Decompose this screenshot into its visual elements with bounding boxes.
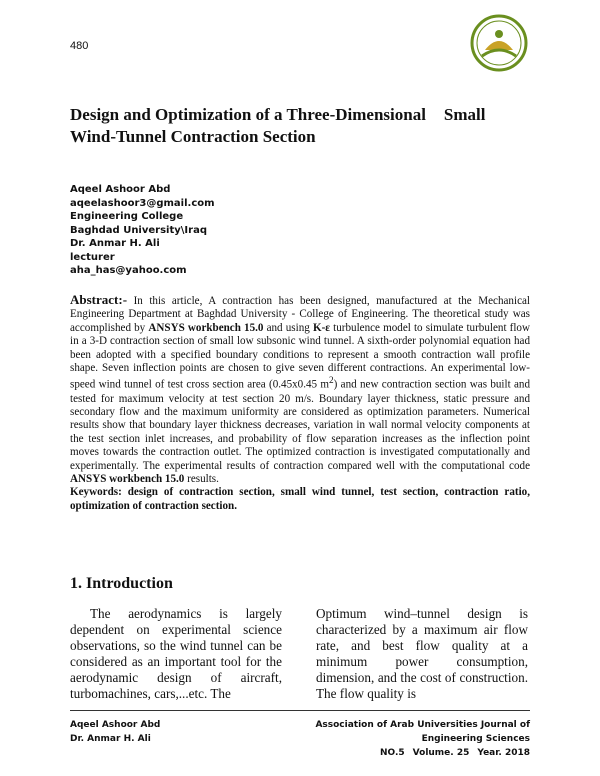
intro-right-column: Optimum wind–tunnel design is characterized by a maximum air flow rate, and best flow quality at a minimum power consumption, dimension, and the cost of construction. The flow quality is	[316, 606, 528, 701]
title-line2: Wind-Tunnel Contraction Section	[70, 127, 316, 146]
abstract-software-2: ANSYS workbench 15.0	[70, 472, 185, 485]
abstract-software-1: ANSYS workbench 15.0	[148, 321, 264, 334]
footer-journal-name: Association of Arab Universities Journal of Engineering Sciences	[315, 720, 530, 744]
footer-journal	[252, 718, 530, 760]
abstract-text-5: results.	[184, 472, 219, 485]
coauthor-name: Dr. Anmar H. Ali	[70, 238, 160, 249]
title-line1: Design and Optimization of a Three-Dimensional	[70, 105, 426, 124]
abstract-model: K-ε	[312, 321, 331, 334]
journal-logo	[470, 14, 528, 72]
footer-author-2: Dr. Anmar H. Ali	[70, 734, 151, 744]
page-number: 480	[70, 40, 89, 52]
author-email: aqeelashoor3@gmail.com	[70, 197, 215, 209]
section-heading: 1. Introduction	[70, 575, 173, 592]
title-line1-end: Small	[443, 105, 486, 124]
author-block	[70, 183, 215, 278]
footer-author-1: Aqeel Ashoor Abd	[70, 720, 161, 730]
intro-left-column: The aerodynamics is largely dependent on experimental science observations, so the wind tunnel can be considered as an important tool for the aerodynamic design of aircraft, turbomachines, cars,...etc. The	[70, 606, 282, 701]
author-university: Baghdad University\Iraq	[70, 224, 207, 236]
abstract-superscript: 2	[329, 376, 334, 387]
abstract-text-1: In this article, A contraction has been designed, manufactured at the Mechanical Engineering Department at Baghdad University - College of Engineering. The theoretical study was accomplished by	[70, 295, 530, 334]
paper-title	[70, 104, 540, 148]
logo-wreath	[482, 50, 516, 56]
author-name: Aqeel Ashoor Abd	[70, 184, 171, 195]
coauthor-position: lecturer	[70, 251, 115, 263]
logo-crest	[495, 30, 503, 38]
footer-divider	[70, 710, 530, 711]
footer-authors	[70, 718, 160, 746]
footer-number: NO.5	[379, 748, 405, 758]
abstract-heading: Abstract:-	[70, 292, 128, 307]
abstract-text-4: ) and new contraction section was built and tested for maximum velocity at test section 20 m/s. Boundary layer thickness, static pressure and secondary flow and the maximum uniformity are considered as optimization parameters. Numerical results show that boundary layer thickness decreases, variation in wall normal velocity components at the test section inlet increases, and probability of flow separation increases as the inflection point moves towards the contraction outlet. The optimized contraction is investigated computationally and experimentally. The experimental results of contraction compared well with the computational code	[70, 379, 531, 472]
abstract-text-2: and using	[263, 321, 313, 334]
footer-issue	[252, 746, 530, 760]
author-affiliation: Engineering College	[70, 211, 184, 222]
abstract	[70, 293, 530, 513]
keywords: Keywords: design of contraction section, small wind tunnel, test section, contraction ratio, optimization of contraction section.	[70, 486, 530, 512]
abstract-text-3: turbulence model to simulate turbulent flow in a 3-D contraction section of small low subsonic wind tunnel. A sixth-order polynomial equation had been adopted with a specified boundary conditions to represent a smooth contraction wall profile shape. Seven inflection points are chosen to give seven different contractions. An experimental low-speed wind tunnel of test cross section area (0.45x0.45 m	[70, 321, 530, 392]
footer-volume: Volume. 25	[412, 748, 470, 758]
coauthor-email: aha_has@yahoo.com	[70, 265, 187, 276]
footer-year: Year. 2018	[477, 748, 530, 758]
